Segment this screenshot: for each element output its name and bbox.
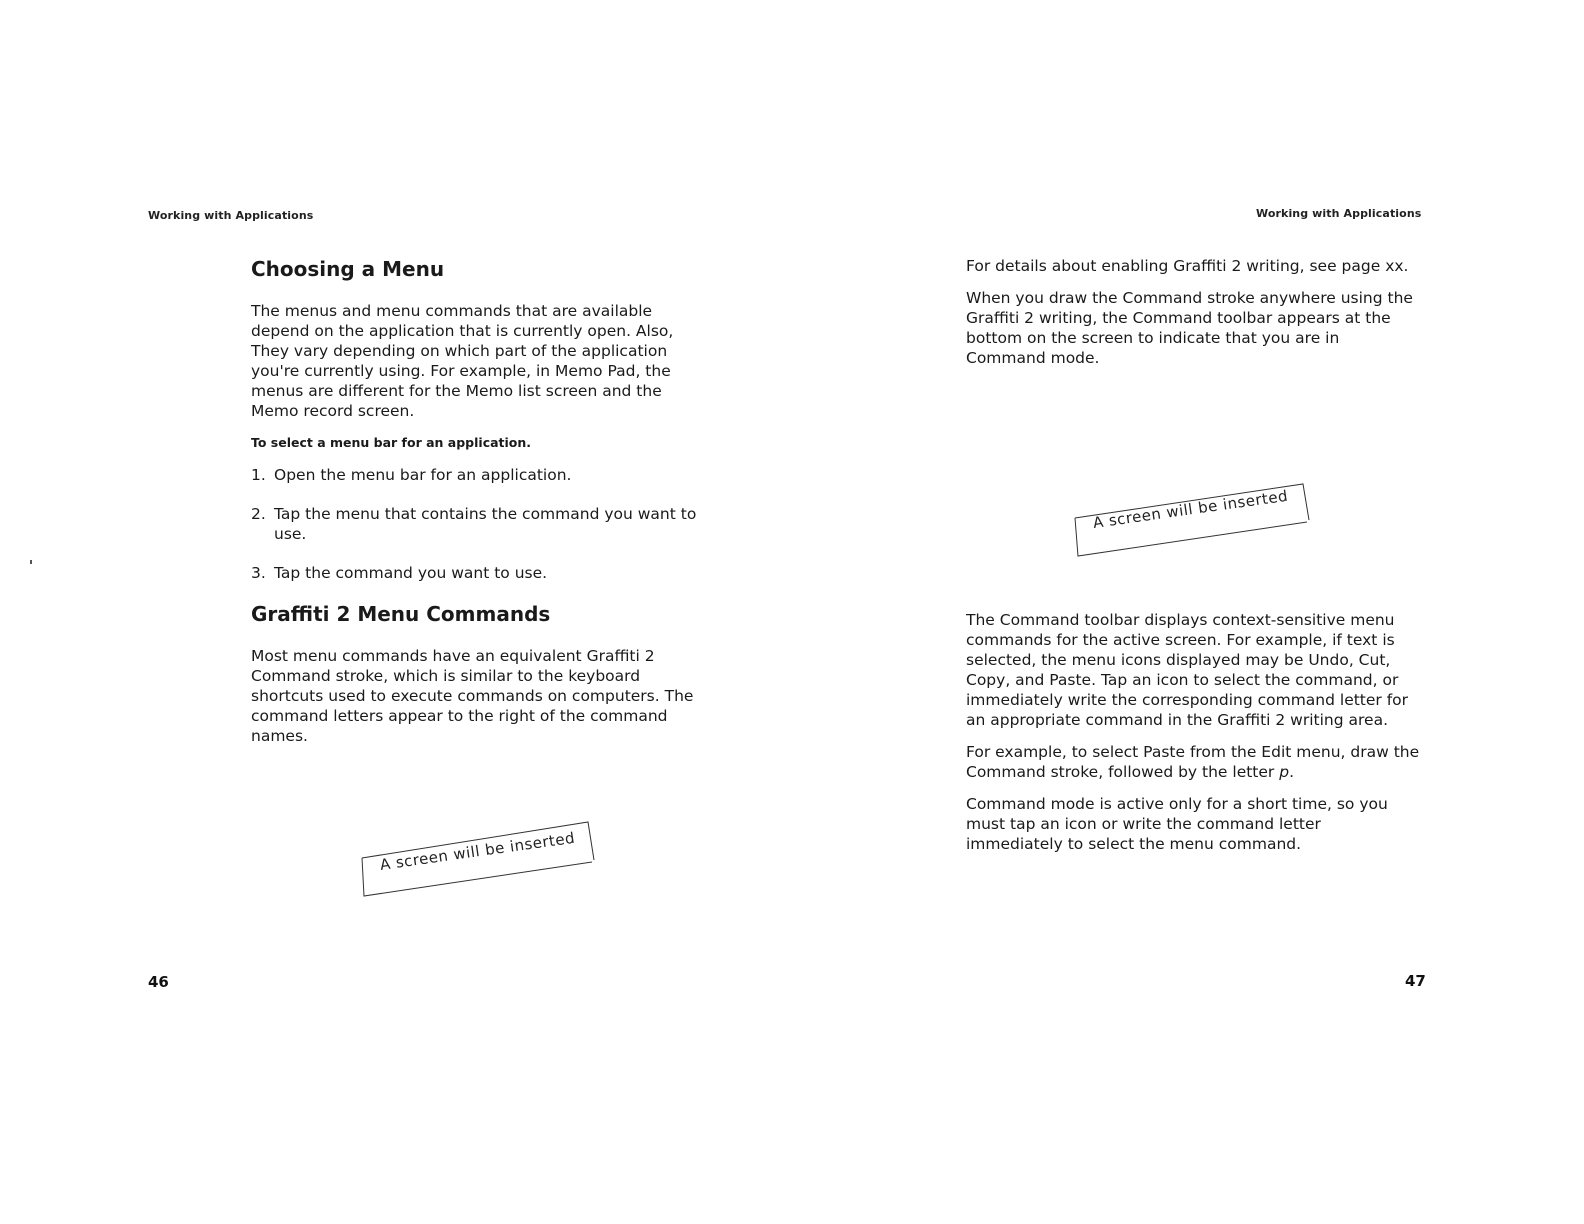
left-running-head: Working with Applications: [148, 209, 314, 222]
right-content-top: [966, 256, 1416, 380]
graffiti-menu-commands-heading: Graffiti 2 Menu Commands: [251, 602, 551, 626]
paste-example-period: .: [1289, 763, 1295, 781]
step-text: Tap the command you want to use.: [274, 564, 548, 582]
choosing-menu-heading: Choosing a Menu: [251, 257, 445, 281]
command-mode-paragraph: Command mode is active only for a short time, so you must tap an icon or write the command letter immediately to select the menu command.: [966, 795, 1388, 853]
enable-graffiti-paragraph: For details about enabling Graffiti 2 writing, see page xx.: [966, 257, 1409, 275]
right-page-number: 47: [1405, 972, 1426, 990]
screen-placeholder-right: [1075, 486, 1305, 540]
letter-p: p: [1279, 763, 1290, 781]
steps-list: [251, 465, 711, 583]
right-content-bottom: [966, 610, 1422, 866]
procedure-title: To select a menu bar for an application.: [251, 435, 532, 450]
step-number: 2.: [251, 505, 266, 523]
step-text: Tap the menu that contains the command you want to use.: [274, 505, 697, 543]
command-toolbar-paragraph: The Command toolbar displays context-sensitive menu commands for the active screen. For example, if text is selected, the menu icons displayed may be Undo, Cut, Copy, and Paste. Tap an icon to select the command, or immediately write the corresponding command letter for an appropriate command in the Graffiti 2 writing area.: [966, 611, 1409, 729]
left-page-number: 46: [148, 973, 169, 991]
step-number: 1.: [251, 466, 266, 484]
list-item: [251, 504, 711, 544]
right-running-head: Working with Applications: [1256, 207, 1422, 220]
placeholder-text: A screen will be inserted: [378, 828, 577, 874]
list-item: [251, 465, 711, 485]
step-text: Open the menu bar for an application.: [274, 466, 572, 484]
scan-speck: [30, 560, 32, 564]
command-stroke-paragraph: When you draw the Command stroke anywhere using the Graffiti 2 writing, the Command toolbar appears at the bottom on the screen to indicate that you are in Command mode.: [966, 289, 1413, 367]
list-item: [251, 563, 711, 583]
paste-example-paragraph: [966, 742, 1422, 782]
screen-placeholder-left: [362, 828, 592, 882]
left-content: [251, 257, 711, 758]
choosing-menu-paragraph: The menus and menu commands that are available depend on the application that is currently open. Also, They vary depending on which part of the application you're currently using. For example, in Memo Pad, the menus are different for the Memo list screen and the Memo record screen.: [251, 302, 674, 420]
placeholder-text: A screen will be inserted: [1091, 486, 1290, 532]
graffiti-menu-commands-paragraph: Most menu commands have an equivalent Graffiti 2 Command stroke, which is similar to the keyboard shortcuts used to execute commands on computers. The command letters appear to the right of the command names.: [251, 647, 694, 745]
step-number: 3.: [251, 564, 266, 582]
paste-example-text: For example, to select Paste from the Edit menu, draw the Command stroke, followed by the letter: [966, 743, 1420, 781]
